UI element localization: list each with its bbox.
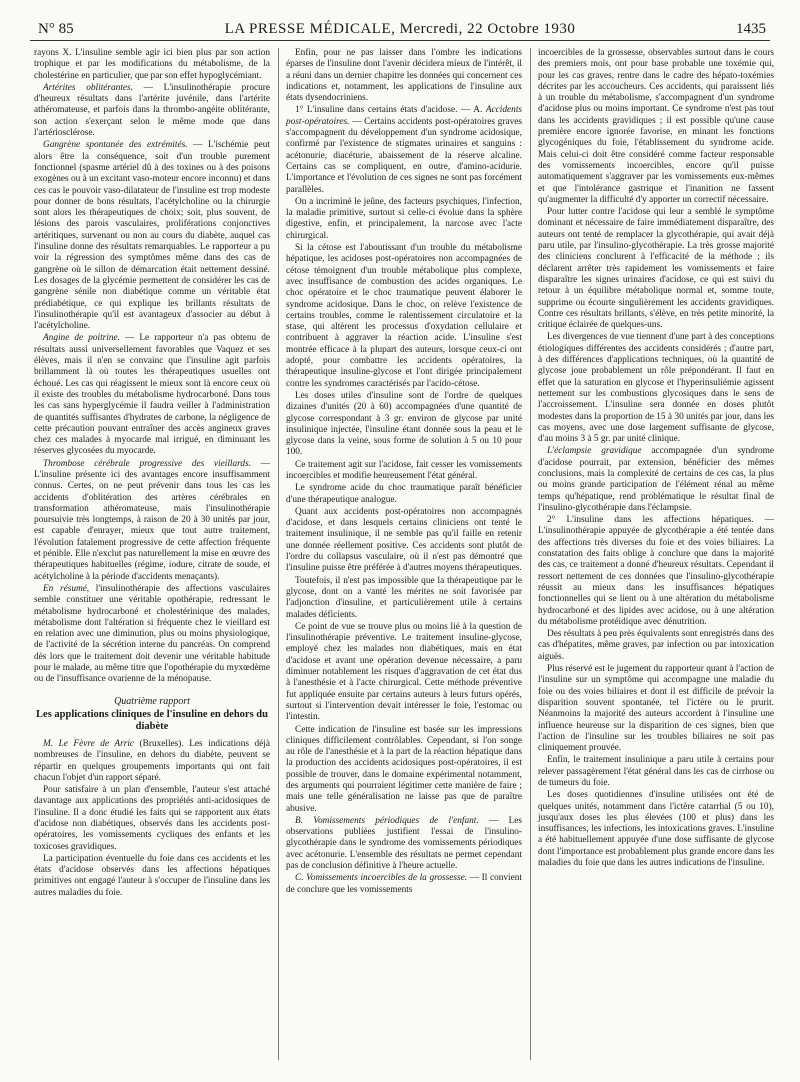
page-header: [30, 18, 770, 41]
author-name: M. Le Fèvre de Arric: [43, 738, 135, 749]
paragraph: Le syndrome acide du choc traumatique paraît bénéficier d'une thérapeutique analogue.: [286, 483, 522, 505]
paragraph-text: — Il convient de conclure que les vomissements: [286, 873, 522, 895]
paragraph-text: — L'insulinothérapie procure d'heureux résultats dans l'artérite juvénile, dans l'artérite athéromateuse, et parfois dans la thrombo-angéite oblitérante, son action s'exerçant selon le même mode que dans l'artériosclérose.: [34, 82, 270, 139]
paragraph: [538, 446, 774, 514]
subheading: B. Vomissements périodiques de l'enfant.: [295, 815, 479, 826]
paragraph-text: — Les observations publiées justifient l'essai de l'insulino-glycothérapie dans le syndrome des vomissements périodiques avec acétonurie. L'ensemble des résultats ne permet cependant pas de conclusion définitive à l'heure actuelle.: [286, 815, 522, 872]
paragraph: [538, 515, 774, 628]
paragraph: Ce point de vue se trouve plus ou moins lié à la question de l'insulinothérapie préventive. Le traitement insuline-glycose, employé chez les malades non diabétiques, mais en état d'acidose et avant une opération devenue nécessaire, a paru diminuer notablement les risques d'aggravation de cet état dus à l'anesthésie et à l'acte chirurgical. Cette méthode préventive fut appliquée ensuite par certains auteurs à leurs futurs opérés, surtout si l'intervention devait intéresser le foie, l'estomac ou l'intestin.: [286, 621, 522, 723]
paragraph: Enfin, le traitement insulinique a paru utile à certains pour relever passagèrement l'état général dans les cas de cirrhose ou de tumeurs du foie.: [538, 755, 774, 788]
paragraph: Les doses quotidiennes d'insuline utilisées ont été de quelques unités, notamment dans l'ictère catarrhal (5 ou 10), jusqu'aux doses les plus élevées (100 et plus) dans les insuffisances, les infections, les intoxications graves. L'insuline a été habituellement appuyée d'une dose suffisante de glycose dont l'importance est probablement plus grande encore dans les maladies du foie que dans les autres indications de l'insuline.: [538, 790, 774, 869]
paragraph: [34, 333, 270, 457]
paragraph: [34, 140, 270, 332]
paragraph: Ce traitement agit sur l'acidose, fait cesser les vomissements incoercibles et modifie heureusement l'état général.: [286, 459, 522, 481]
paragraph: [34, 459, 270, 583]
paragraph: Si la cétose est l'aboutissant d'un trouble du métabolisme hépatique, les acidoses post-opératoires non accompagnées de cétose témoignent d'un trouble métabolique plus complexe, avec insuffisance de combustion des acides organiques. Le choc opératoire et le choc traumatique peuvent élaborer le syndrome acidosique. Dans le choc, on relève l'existence de certains troubles, comme le ralentissement circulatoire et la stase, qui altèrent les processus d'oxydation cellulaire et contribuent à aggraver la réaction acide. L'insuline s'est montrée efficace à la plupart des auteurs, lorsque ceux-ci ont adopté, pour combattre les accidents opératoires, la thérapeutique insuline-glycose et l'ont dirigée principalement contre les syndromes caractérisés par l'acido-cétose.: [286, 243, 522, 389]
subheading: Thrombose cérébrale progressive des vieillards.: [43, 458, 252, 469]
subheading: 2° L'insuline dans les affections hépatiques.: [547, 515, 754, 526]
paragraph: [286, 816, 522, 872]
paragraph: Les divergences de vue tiennent d'une part à des conceptions étiologiques différentes des accidents considérés ; d'autre part, à des différences d'applications techniques, où la quantité de glycose joue probablement un rôle prépondérant. Il faut en effet que la saturation en glycose et l'hyperinsuliémie agissent nettement sur les combustions glycosiques dans le sens de l'accroissement. L'insuline sera donnée en doses plutôt modestes dans la proportion de 15 à 30 unités par jour, dans les cas moyens, avec une dose largement suffisante de glycose, d'au moins 3 à 5 gr. par unité clinique.: [538, 332, 774, 445]
column-2: [278, 48, 522, 1060]
paragraph-text: — Certains accidents post-opératoires graves s'accompagnent du développement d'un syndrome acidosique, confirmé par l'existence de stigmates urinaires et sanguins : acétonurie, diacéturie, abaissement de la réserve alcaline. Certains cas se compliquent, en outre, d'amino-acidurie. L'importance et l'évolution de ces signes ne sont pas forcément parallèles.: [286, 116, 522, 195]
paragraph: Toutefois, il n'est pas impossible que la thérapeutique par le glycose, dont on a vanté les mérites ne soit favorisée par l'adjonction d'insuline, et particulièrement utile à certains malades déficients.: [286, 575, 522, 620]
paragraph: rayons X. L'insuline semble agir ici bien plus par son action trophique et par les modifications du métabolisme, de la cholestérine en particulier, que par son effet hypoglycémiant.: [34, 48, 270, 81]
subheading: Gangrène spontanée des extrémités.: [43, 140, 188, 151]
subheading: Angine de poitrine.: [43, 333, 120, 344]
paragraph-text: accompagnée d'un syndrome d'acidose pourrait, par extension, bénéficier des mêmes conclusions, mais la complexité de certains de ces cas, la plus ou moins grande participation de l'élément rénal au même temps qu'hépatique, rend problématique le résultat final de l'insulino-glycothérapie dans l'éclampsie.: [538, 446, 774, 513]
section-title: Les applications cliniques de l'insuline en dehors du diabète: [36, 708, 268, 732]
subheading: L'éclampsie gravidique: [547, 446, 642, 457]
paragraph: Enfin, pour ne pas laisser dans l'ombre les indications éparses de l'insuline dont l'avenir décidera mieux de l'intérêt, il a réuni dans un dernier chapitre les données qui concernent ces indications et, notamment, les applications de l'insuline aux états dysendocriniens.: [286, 48, 522, 104]
subheading: Accidents post-opératoires.: [286, 105, 522, 127]
subheading: En résumé,: [43, 583, 90, 594]
paragraph: Cette indication de l'insuline est basée sur les impressions cliniques difficilement contrôlables. Cependant, si l'on songe au rôle de l'anesthésie et à la part de la réaction hépatique dans la production des accidents acidosiques post-opératoires, il est possible de trouver, dans le domaine expérimental notamment, des arguments qui pourraient légitimer cette manière de faire ; mais une telle généralisation ne laisse pas que de paraître abusive.: [286, 724, 522, 814]
paragraph-text: l'insulinothérapie des affections vasculaires semble constituer une véritable opothérapie, redressant le métabolisme hydrocarboné et cholestérinique des malades, métabolisme dont l'altération si fréquente chez le vieillard est en relation avec une diminution, plus ou moins physiologique, de l'activité de la sécrétion interne du pancréas. On comprend dès lors que le traitement doit devenir une véritable habitude pour le malade, au même titre que l'opothérapie du myxœdème ou de l'insuffisance ovarienne de la ménopause.: [34, 583, 270, 685]
column-3: [530, 48, 774, 1060]
article-columns: [34, 48, 774, 1060]
paragraph: On a incriminé le jeûne, des facteurs psychiques, l'infection, la maladie primitive, surtout si celle-ci évolue dans la sphère digestive, enfin, et principalement, la narcose avec l'acte chirurgical.: [286, 196, 522, 241]
paragraph: Les doses utiles d'insuline sont de l'ordre de quelques dizaines d'unités (20 à 60) accompagnées d'une quantité de glycose correspondant à 3 gr. environ de glycose par unité insulinique injectée, l'insuline étant donnée sous la peau et le glycose dans la veine, sous forme de solution à 5 ou 10 pour 100.: [286, 390, 522, 458]
paragraph: Pour lutter contre l'acidose qui leur a semblé le symptôme dominant et nécessaire de faire immédiatement disparaître, des auteurs ont tenté de remplacer la glycothérapie, qui avait déjà paru utile, par l'insulino-glycothérapie. La très grosse majorité des cliniciens conclurent à l'efficacité de la méthode ; ils déclarent arrêter très rapidement les vomissements et faire disparaître les signes urinaires d'acidose, ce qui est suivi du retour à un équilibre métabolique normal et, somme toute, supprime ou écourte singulièrement les accidents gravidiques. Contre ces résultats brillants, s'élève, en très petite minorité, la critique éclairée de quelques-uns.: [538, 207, 774, 331]
paragraph-text: (Bruxelles). Les indications déjà nombreuses de l'insuline, en dehors du diabète, peuvent se répartir en quelques groupements importants qui ont fait chacun l'objet d'un rapport séparé.: [34, 738, 270, 783]
paragraph-text: — L'insulinothérapie appuyée de glycothérapie a été tentée dans des affections très diverses du foie et des voies biliaires. La constatation des faits oblige à conclure que dans la majorité des cas, ce traitement a donné d'heureux résultats. Cependant il ressort nettement de ces données que l'insulino-glycothérapie réussit au mieux dans les insuffisances hépatiques fonctionnelles qui se lient ou à une altération du métabolisme hydrocarboné et des lipides avec acidose, ou à une altération du métabolisme protéidique avec dénutrition.: [538, 515, 774, 627]
paragraph: Des résultats à peu près équivalents sont enregistrés dans des cas d'hépatites, même graves, par infection ou par intoxication aiguës.: [538, 629, 774, 662]
paragraph: Pour satisfaire à un plan d'ensemble, l'auteur s'est attaché davantage aux applications des propriétés anti-acidosiques de l'insuline. Il a donc étudié les faits qui se rapportent aux états d'acidose non diabétiques, observés dans les accidents post-opératoires, les vomissements cycliques des enfants et les toxicoses gravidiques.: [34, 785, 270, 852]
paragraph: [34, 584, 270, 686]
column-1: [34, 48, 270, 1060]
journal-title: LA PRESSE MÉDICALE, Mercredi, 22 Octobre 1930: [224, 21, 576, 37]
paragraph: [286, 873, 522, 896]
paragraph: Plus réservé est le jugement du rapporteur quant à l'action de l'insuline sur un symptôme qui accompagne une maladie du foie ou des voies biliaires et dont il est difficile de prévoir la disparition souvent spontanée, tel l'ictère ou le prurit. Néanmoins la majorité des auteurs accordent à l'insuline une influence heureuse sur la disparition de ces signes, bien que l'action de l'insuline sur les troubles biliaires ne soit pas cliniquement prouvée.: [538, 664, 774, 754]
paragraph: incoercibles de la grossesse, observables surtout dans le cours des premiers mois, ont pour base probable une toxémie qui, pour les cas graves, rentre dans le cadre des hépato-toxémies décrites par les accoucheurs. Ces accidents, qui paraissent liés à un trouble du métabolisme, s'accompagnent d'un syndrome d'acidose plus ou moins important. Ce syndrome n'est pas tout dans les accidents gravidiques ; il est possible qu'une cause première encore ignorée favorise, en minant les fonctions glycogéniques du foie, l'établissement du syndrome acide. Mais celui-ci doit être considéré comme facteur responsable des vomissements incoercibles, encore qu'il puisse automatiquement s'aggraver par les vomissements eux-mêmes et que l'intolérance gastrique et l'inanition ne fassent qu'augmenter la difficulté d'y apporter un correctif nécessaire.: [538, 48, 774, 205]
paragraph-text: — Le rapporteur n'a pas obtenu de résultats aussi universellement favorables que Vaquez et ses élèves, mais il n'en se convainc que l'insuline agit parfois brillamment là où toutes les thérapeutiques usuelles ont échoué. Les cas qui réagissent le mieux sont là encore ceux où il existe des troubles du métabolisme hydrocarboné. Dans tous les cas sans hyperglycémie il faudra veiller à l'administration de quantités suffisantes d'hydrates de carbone, la négligence de cette précaution pouvant entraîner des accès angineux graves chez ces malades à myocarde mal irrigué, en diminuant les réserves glycosées du myocarde.: [34, 333, 270, 457]
page-number: 1435: [736, 21, 766, 37]
section-label: Quatrième rapport: [114, 695, 190, 707]
subheading: C. Vomissements incoercibles de la grossesse.: [295, 873, 468, 884]
paragraph-text: — L'ischémie peut alors être la conséquence, soit d'un trouble purement fonctionnel (spasme artériel dû à des toxines ou à des poisons exogènes ou à un excitant vaso-moteur encore inconnu) et dans ces cas le pouvoir vaso-dilatateur de l'insuline est trop modeste pour donner de bons résultats, l'acétylcholine ou la chirurgie sont alors les thérapeutiques de choix; soit, plus souvent, de lésions des parois vasculaires, proliférations conjonctives artéritiques, survenant ou non au cours du diabète, auquel cas l'insuline donne des résultats remarquables. Le rapporteur a pu voir la régression des symptômes même dans des cas de gangrène où le sillon de démarcation était nettement dessiné. Les dosages de la glycémie permettent de considérer les cas de gangrène sénile non diabétique comme un véritable état prédiabétique, ce qui explique les brillants résultats de l'insulinothérapie qu'il est avantageux d'associer au début à l'acétylcholine.: [34, 140, 270, 332]
paragraph-text: — L'insuline présente ici des avantages encore insuffisamment connus. Certes, on ne peut prévenir dans tous les cas les accidents d'oblitération des artères cérébrales en transformation athéromateuse, mais l'insulinothérapie poursuivie très longtemps, à raison de 20 à 30 unités par jour, est capable d'enrayer, mieux que tout autre traitement, l'évolution fatalement progressive de cette affection fréquente et pénible. Elle n'exclut pas naturellement la mise en œuvre des thérapeutiques habituelles (régime, iodure, citrate de soude, et acétylcholine à la période d'accidents menaçants).: [34, 458, 270, 582]
issue-number: N° 85: [38, 21, 74, 37]
paragraph: La participation éventuelle du foie dans ces accidents et les états d'acidose observés dans les affections hépatiques primitives ont engagé l'auteur à s'occuper de l'insuline dans les autres maladies du foie.: [34, 853, 270, 898]
subheading: 1° L'insuline dans certains états d'acidose.: [295, 105, 458, 116]
subheading: Artérites oblitérantes.: [43, 82, 133, 93]
paragraph: [34, 739, 270, 784]
paragraph: [34, 83, 270, 139]
paragraph: 1° L'insuline dans certains états d'acidose. — A. Accidents post-opératoires. — Certains accidents post-opératoires graves s'accompagnent du développement d'un syndrome acidosique, confirmé par l'existence de stigmates urinaires et sanguins : acétonurie, diacéturie, abaissement de la réserve alcaline. Certains cas se compliquent, en outre, d'amino-acidurie. L'importance et l'évolution de ces signes ne sont pas forcément parallèles.: [286, 105, 522, 195]
paragraph: Quant aux accidents post-opératoires non accompagnés d'acidose, et dans lesquels certains cliniciens ont tenté le traitement insulinique, il ne semble pas qu'il faille en retenir une donnée réellement positive. Ces accidents sont plutôt de l'ordre du collapsus vasculaire, où il n'est pas démontré que l'insuline puisse être préférée à d'autres moyens thérapeutiques.: [286, 506, 522, 574]
